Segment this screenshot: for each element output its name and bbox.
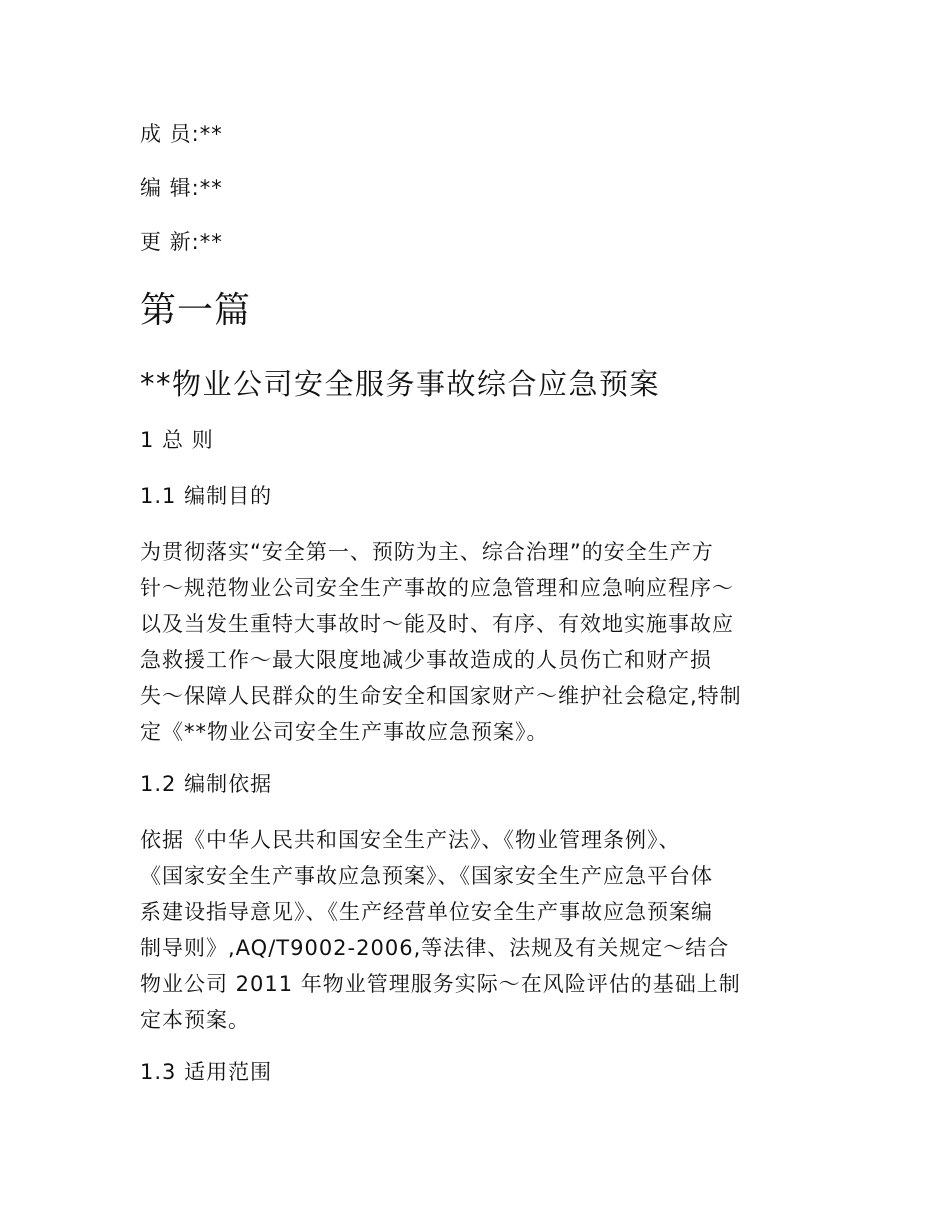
paragraph-purpose	[140, 534, 812, 750]
subsection-heading-basis: 1.2 编制依据	[140, 772, 273, 796]
document-title: **物业公司安全服务事故综合应急预案	[140, 367, 661, 401]
paragraph-line: 物业公司 2011 年物业管理服务实际～在风险评估的基础上制	[140, 972, 741, 996]
paragraph-line: 急救援工作～最大限度地减少事故造成的人员伤亡和财产损	[140, 648, 712, 672]
members-line: 成 员:**	[140, 122, 223, 146]
document-page	[140, 0, 812, 1230]
paragraph-line: 《国家安全生产事故应急预案》、《国家安全生产应急平台体	[140, 864, 713, 888]
paragraph-line: 依据《中华人民共和国安全生产法》、《物业管理条例》、	[140, 828, 681, 852]
subsection-heading-purpose: 1.1 编制目的	[140, 484, 273, 508]
paragraph-basis	[140, 822, 812, 1038]
paragraph-line: 针～规范物业公司安全生产事故的应急管理和应急响应程序～	[140, 576, 734, 600]
paragraph-line: 为贯彻落实“安全第一、预防为主、综合治理”的安全生产方	[140, 540, 714, 564]
updated-line: 更 新:**	[140, 230, 223, 254]
paragraph-line: 定本预案。	[140, 1008, 250, 1032]
section-heading-general: 1 总 则	[140, 428, 214, 452]
subsection-heading-scope: 1.3 适用范围	[140, 1060, 273, 1084]
paragraph-line: 系建设指导意见》、《生产经营单位安全生产事故应急预案编	[140, 900, 713, 924]
paragraph-line: 以及当发生重特大事故时～能及时、有序、有效地实施事故应	[140, 612, 734, 636]
paragraph-line: 失～保障人民群众的生命安全和国家财产～维护社会稳定,特制	[140, 684, 742, 708]
paragraph-line: 定《**物业公司安全生产事故应急预案》。	[140, 720, 549, 744]
editor-line: 编 辑:**	[140, 176, 223, 200]
part-title: 第一篇	[140, 290, 252, 331]
paragraph-line: 制导则》,AQ/T9002-2006,等法律、法规及有关规定～结合	[140, 936, 730, 960]
